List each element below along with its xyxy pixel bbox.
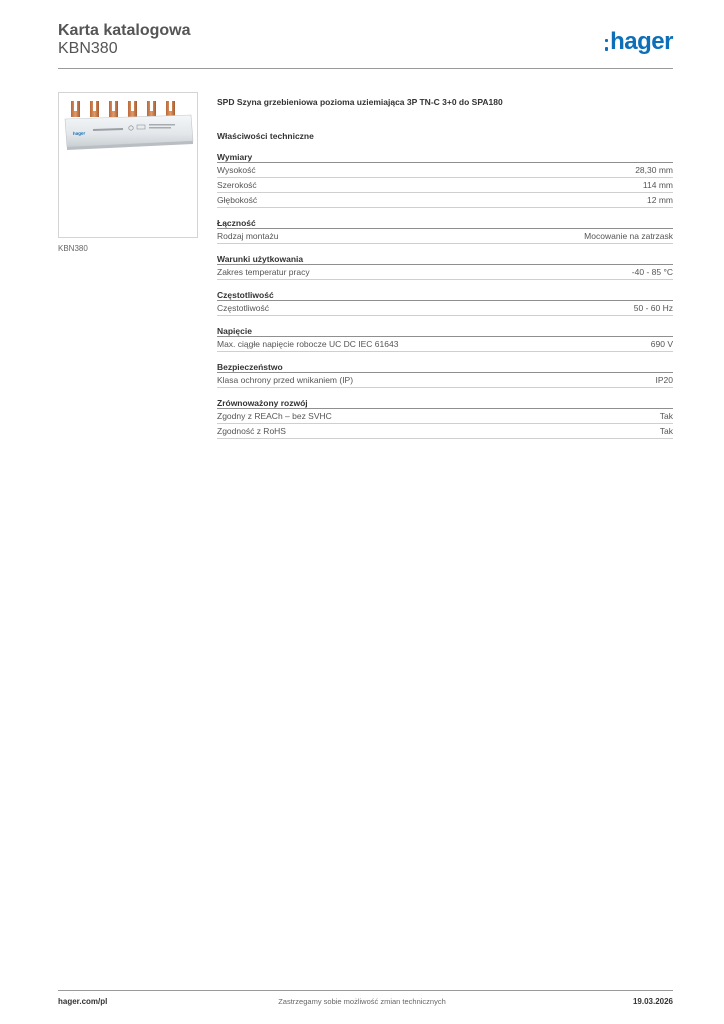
svg-text:hager: hager bbox=[72, 130, 86, 136]
group-title: Częstotliwość bbox=[217, 289, 673, 301]
spec-group-frequency bbox=[217, 289, 673, 316]
spec-value: 114 mm bbox=[642, 180, 673, 190]
product-code: KBN380 bbox=[58, 40, 118, 57]
group-title: Wymiary bbox=[217, 151, 673, 163]
spec-value: -40 - 85 °C bbox=[631, 267, 673, 277]
group-title: Napięcie bbox=[217, 325, 673, 337]
spec-row bbox=[217, 178, 673, 193]
spec-label: Zakres temperatur pracy bbox=[217, 267, 310, 277]
spec-label: Głębokość bbox=[217, 195, 258, 205]
section-title: Właściwości techniczne bbox=[217, 131, 314, 141]
spec-label: Max. ciągłe napięcie robocze UC DC IEC 61643 bbox=[217, 339, 399, 349]
spec-label: Częstotliwość bbox=[217, 303, 269, 313]
image-caption: KBN380 bbox=[58, 244, 88, 253]
spec-label: Zgodność z RoHS bbox=[217, 426, 286, 436]
spec-value: 690 V bbox=[650, 339, 673, 349]
spec-label: Klasa ochrony przed wnikaniem (IP) bbox=[217, 375, 354, 385]
spec-group-connectivity bbox=[217, 217, 673, 244]
spec-row bbox=[217, 229, 673, 244]
group-title: Zrównoważony rozwój bbox=[217, 397, 673, 409]
spec-label: Zgodny z REACh – bez SVHC bbox=[217, 411, 332, 421]
group-title: Bezpieczeństwo bbox=[217, 361, 673, 373]
group-title: Warunki użytkowania bbox=[217, 253, 673, 265]
spec-value: 28,30 mm bbox=[635, 165, 673, 175]
spec-group-sustainability bbox=[217, 397, 673, 439]
spec-value: IP20 bbox=[655, 375, 673, 385]
spec-value: Tak bbox=[659, 426, 673, 436]
spec-group-operating-conditions bbox=[217, 253, 673, 280]
spec-row bbox=[217, 337, 673, 352]
group-title: Łączność bbox=[217, 217, 673, 229]
busbar-icon bbox=[59, 93, 197, 237]
spec-group-dimensions bbox=[217, 151, 673, 208]
footer-disclaimer: Zastrzegamy sobie możliwość zmian technicznych bbox=[278, 997, 446, 1006]
spec-row bbox=[217, 409, 673, 424]
product-image bbox=[58, 92, 198, 238]
spec-group-voltage bbox=[217, 325, 673, 352]
hager-logo bbox=[605, 28, 673, 56]
specification-content bbox=[217, 96, 673, 439]
footer-divider bbox=[58, 990, 673, 991]
header-divider bbox=[58, 68, 673, 69]
page-header bbox=[58, 20, 673, 68]
spec-row bbox=[217, 265, 673, 280]
spec-row bbox=[217, 301, 673, 316]
logo-text: hager bbox=[610, 28, 673, 55]
spec-row bbox=[217, 373, 673, 388]
spec-value: Tak bbox=[659, 411, 673, 421]
product-name: SPD Szyna grzebieniowa pozioma uziemiająca 3P TN-C 3+0 do SPA180 bbox=[217, 97, 503, 107]
spec-label: Wysokość bbox=[217, 165, 256, 175]
spec-value: 50 - 60 Hz bbox=[633, 303, 673, 313]
spec-value: 12 mm bbox=[647, 195, 673, 205]
logo-colon-icon bbox=[605, 39, 609, 51]
footer-website-link[interactable]: hager.com/pl bbox=[58, 997, 108, 1006]
spec-label: Rodzaj montażu bbox=[217, 231, 279, 241]
spec-row bbox=[217, 193, 673, 208]
spec-label: Szerokość bbox=[217, 180, 257, 190]
spec-row bbox=[217, 163, 673, 178]
spec-value: Mocowanie na zatrzask bbox=[584, 231, 673, 241]
document-title: Karta katalogowa bbox=[58, 22, 191, 39]
footer-date: 19.03.2026 bbox=[632, 997, 673, 1006]
spec-row bbox=[217, 424, 673, 439]
spec-group-safety bbox=[217, 361, 673, 388]
